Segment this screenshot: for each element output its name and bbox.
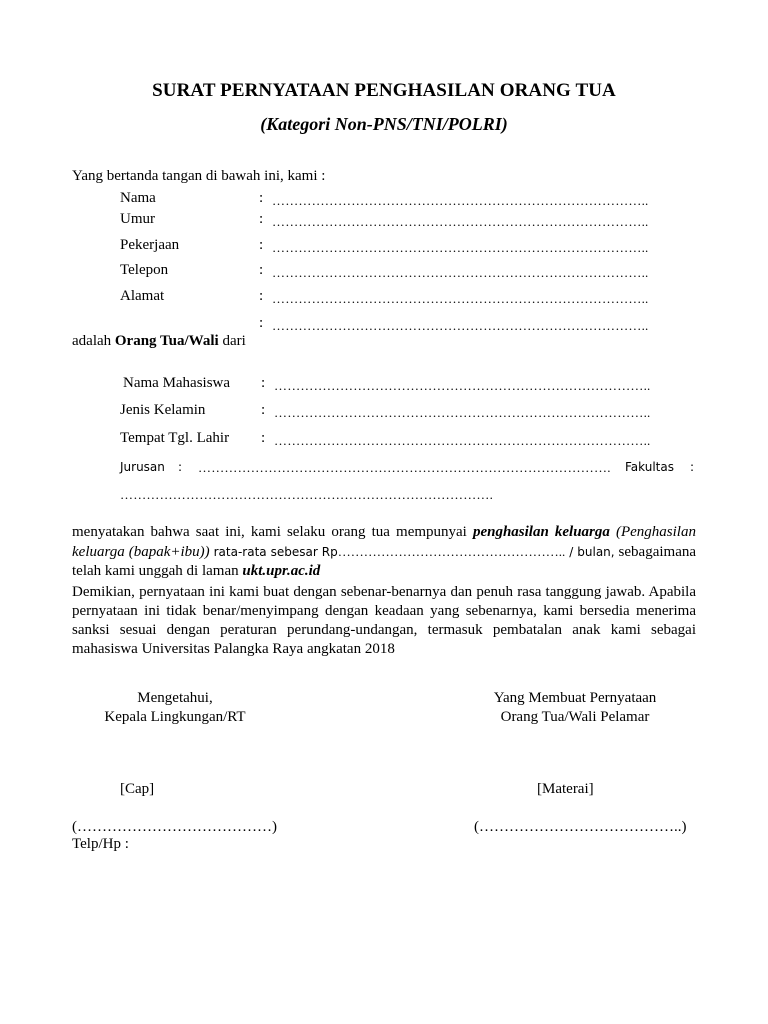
field-label-ttl: Tempat Tgl. Lahir xyxy=(120,430,230,446)
per-month-label: / bulan, xyxy=(569,545,615,559)
statement-text: sebagaimana telah kami unggah di laman xyxy=(72,544,697,579)
field-blank-alamat[interactable]: ………………………………………………………………………….. xyxy=(272,291,649,306)
field-blank-telepon[interactable]: ………………………………………………………………………….. xyxy=(272,265,649,280)
sig-right-line1: Yang Membuat Pernyataan xyxy=(493,690,657,706)
sig-left-line2: Kepala Lingkungan/RT xyxy=(104,709,246,725)
field-colon: : xyxy=(261,375,266,391)
statement-text: rata-rata sebesar xyxy=(213,545,318,559)
field-label-pekerjaan: Pekerjaan xyxy=(120,237,180,253)
stamp-placeholder: [Cap] xyxy=(120,781,155,797)
closing-paragraph: Demikian, pernyataan ini kami buat dengan sebenar-benarnya dan penuh rasa tanggung jawab. Apabila pernyataan ini tidak benar/menyimpang dengan keadaan yang sebenarnya, kami bersedia menerima sanksi sesuai dengan peraturan perundang-undangan, termasuk pembatalan anak kami sebagai mahasiswa Universitas Palangka Raya angkatan 2018 xyxy=(72,584,696,657)
field-blank-pekerjaan[interactable]: ………………………………………………………………………….. xyxy=(272,240,649,255)
statement-italic: (Penghasilan keluarga (bapak+ibu)) xyxy=(72,524,696,560)
income-blank[interactable]: …………………………………………….. xyxy=(337,544,566,559)
sig-left-line1: Mengetahui, xyxy=(137,690,213,706)
statement-text: menyatakan bahwa saat ini, kami selaku orang tua mempunyai xyxy=(72,524,467,540)
field-blank-umur[interactable]: ………………………………………………………………………….. xyxy=(272,214,649,229)
field-colon: : xyxy=(259,211,264,227)
field-colon: : xyxy=(261,430,266,446)
field-blank-fakultas[interactable]: …………………………………………………………………………. xyxy=(120,487,494,502)
website-link[interactable]: ukt.upr.ac.id xyxy=(242,563,321,579)
field-blank-nama-mahasiswa[interactable]: ………………………………………………………………………….. xyxy=(274,378,651,393)
sig-left-name-blank[interactable]: (…………………………………) xyxy=(72,819,277,835)
sig-right-name-blank[interactable]: (…………………………………..) xyxy=(474,819,687,835)
field-label-fakultas: Fakultas xyxy=(625,460,674,474)
field-colon: : xyxy=(259,237,264,253)
field-colon: : xyxy=(690,460,695,474)
currency-label: Rp xyxy=(321,545,338,559)
field-colon: : xyxy=(259,190,264,206)
field-label-telepon: Telepon xyxy=(120,262,169,278)
field-label-umur: Umur xyxy=(120,211,155,227)
field-colon: : xyxy=(261,402,266,418)
field-blank-jenis-kelamin[interactable]: ………………………………………………………………………….. xyxy=(274,405,651,420)
field-colon: : xyxy=(259,288,264,304)
document-title: SURAT PERNYATAAN PENGHASILAN ORANG TUA xyxy=(152,80,616,101)
field-label-jurusan: Jurusan xyxy=(120,460,165,474)
materai-placeholder: [Materai] xyxy=(537,781,594,797)
field-blank-jurusan[interactable]: …………………………………………………………………………………. xyxy=(198,460,611,475)
field-blank-alamat-2[interactable]: ………………………………………………………………………….. xyxy=(272,318,649,333)
statement-paragraph xyxy=(72,523,696,581)
statement-bold-italic: penghasilan keluarga xyxy=(472,524,610,540)
relation-prefix: adalah xyxy=(72,333,112,349)
sig-left-phone: Telp/Hp : xyxy=(72,836,129,852)
field-colon: : xyxy=(178,460,183,474)
field-colon: : xyxy=(259,315,264,331)
relation-suffix: dari xyxy=(222,333,246,349)
sig-right-line2: Orang Tua/Wali Pelamar xyxy=(500,709,650,725)
document-subtitle: (Kategori Non-PNS/TNI/POLRI) xyxy=(260,114,508,134)
field-label-alamat: Alamat xyxy=(120,288,165,304)
field-label-nama-mahasiswa: Nama Mahasiswa xyxy=(123,375,231,391)
relation-bold: Orang Tua/Wali xyxy=(114,333,219,349)
field-blank-ttl[interactable]: ………………………………………………………………………….. xyxy=(274,433,651,448)
field-blank-nama[interactable]: ………………………………………………………………………….. xyxy=(272,193,649,208)
field-label-nama: Nama xyxy=(120,190,156,206)
relation-line xyxy=(72,333,246,350)
field-colon: : xyxy=(259,262,264,278)
field-label-jenis-kelamin: Jenis Kelamin xyxy=(120,402,206,418)
intro-text: Yang bertanda tangan di bawah ini, kami : xyxy=(72,168,326,184)
